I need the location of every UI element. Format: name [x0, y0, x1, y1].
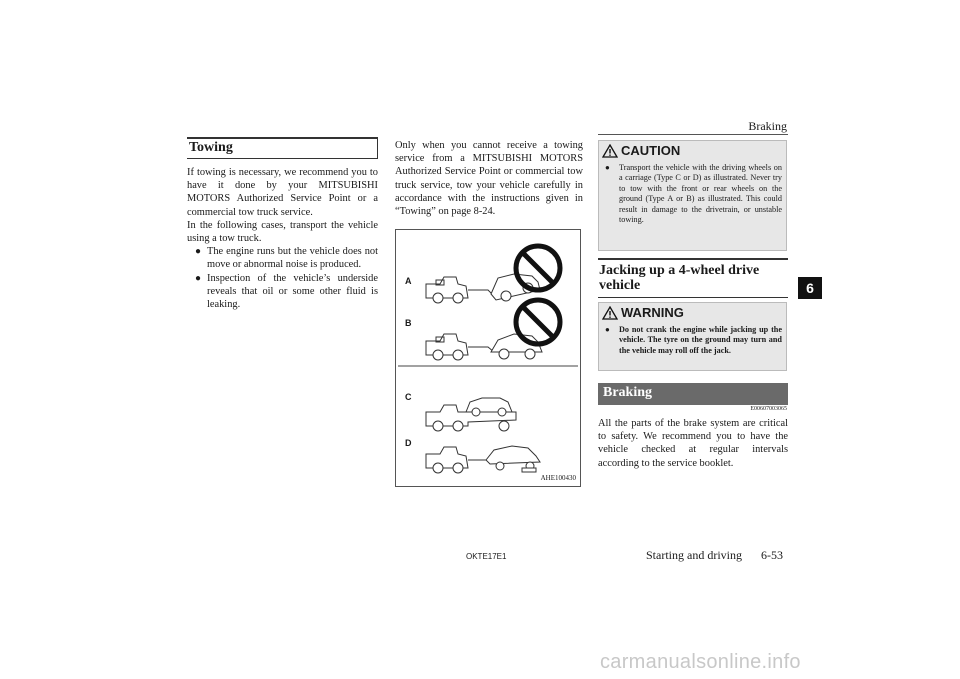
tow-type-a-illustration	[426, 246, 560, 303]
figure-label-a: A	[405, 276, 412, 286]
warning-box	[598, 302, 787, 371]
tow-truck-illustration	[396, 230, 580, 486]
towing-bullet-2: ● Inspection of the vehicle’s underside reveals that oil or some other fluid is leaking.	[195, 272, 378, 311]
braking-code: E00607003065	[750, 406, 787, 412]
tow-type-d-illustration	[426, 446, 540, 473]
figure-label-d: D	[405, 438, 412, 448]
towing-bullet-1: ● The engine runs but the vehicle does not move or abnormal noise is produced.	[195, 246, 378, 271]
towing-continued: Only when you cannot receive a towing service from a MITSUBISHI MOTORS Authorized Service Point or commercial tow truck service, tow your vehicle carefully in accordance with the instructions given in “Towing” on page 8-24.	[395, 140, 583, 218]
chapter-tab: 6	[798, 277, 822, 299]
figure-code: AHE100430	[540, 474, 576, 482]
running-header: Braking	[748, 119, 787, 133]
warning-triangle-icon	[602, 144, 618, 158]
watermark: carmanualsonline.info	[600, 651, 801, 673]
bullet-dot-icon: ●	[195, 246, 202, 258]
tow-type-b-illustration	[426, 300, 560, 360]
towing-lead: In the following cases, transport the vehicle using a tow truck.	[187, 219, 378, 245]
bullet-dot-icon: ●	[195, 272, 202, 284]
tow-type-c-illustration	[426, 398, 516, 431]
warning-title: WARNING	[602, 305, 684, 320]
towing-heading	[187, 137, 378, 159]
towing-body	[187, 166, 378, 311]
header-rule	[598, 134, 788, 135]
towing-figure	[395, 229, 581, 487]
bullet-dot-icon: ●	[605, 163, 610, 172]
braking-heading	[598, 383, 788, 405]
towing-title: Towing	[189, 140, 233, 155]
caution-box	[598, 140, 787, 251]
figure-label-b: B	[405, 318, 412, 328]
caution-body: ● Transport the vehicle with the driving wheels on a carriage (Type C or D) as illustrated. Never try to tow with the front or rear wheels on the ground (Type A or B) as illustrated. This could result in damage to the drivetrain, or unstable towing.	[605, 163, 782, 225]
footer-section: Starting and driving	[646, 548, 742, 562]
bullet-dot-icon: ●	[605, 325, 610, 334]
warning-body: ● Do not crank the engine while jacking up the vehicle. The tyre on the ground may turn and the vehicle may roll off the jack.	[605, 325, 782, 355]
braking-body: All the parts of the brake system are critical to safety. We recommend you to have the vehicle checked at regular intervals according to the service booklet.	[598, 418, 788, 469]
figure-label-c: C	[405, 392, 412, 402]
jacking-title: Jacking up a 4-wheel drive vehicle	[599, 263, 760, 293]
caution-title: CAUTION	[602, 143, 680, 158]
footer-code: OKTE17E1	[466, 552, 507, 561]
towing-intro: If towing is necessary, we recommend you to have it done by your MITSUBISHI MOTORS Authorized Service Point or a commercial tow truck service.	[187, 167, 378, 218]
jacking-heading	[598, 258, 788, 298]
braking-title: Braking	[603, 385, 653, 400]
warning-triangle-icon	[602, 306, 618, 320]
page-number: 6-53	[761, 548, 783, 562]
